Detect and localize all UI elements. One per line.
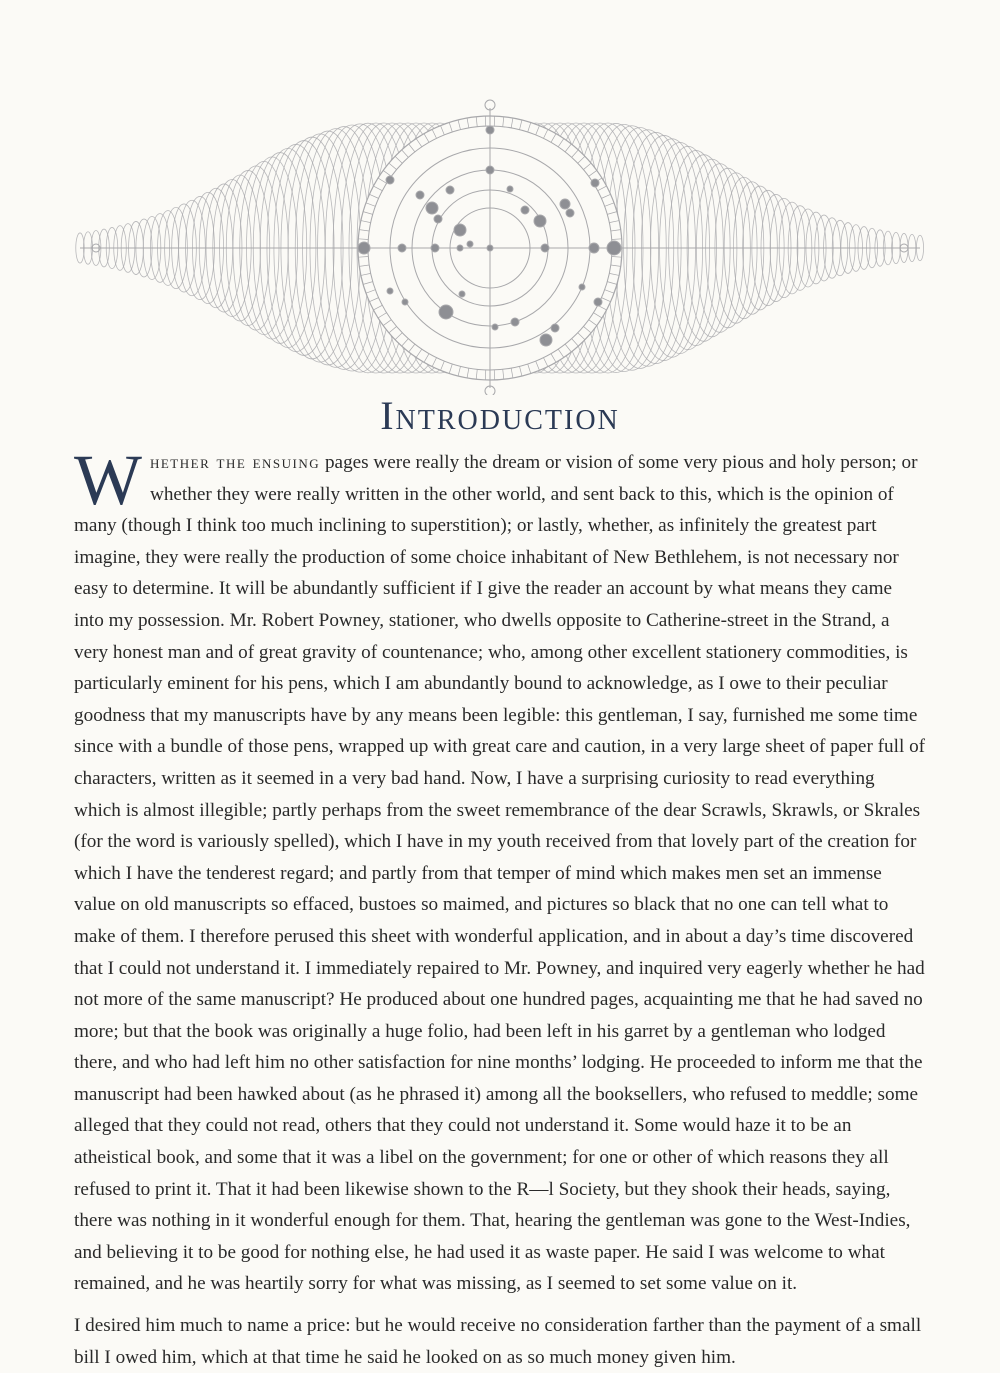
planet — [446, 186, 454, 194]
planet — [358, 242, 370, 254]
planet — [486, 166, 494, 174]
paragraph — [74, 447, 926, 1300]
planet — [398, 244, 406, 252]
header-ornament — [0, 95, 1000, 395]
planet — [457, 245, 463, 251]
planet — [459, 291, 465, 297]
planet — [386, 176, 394, 184]
planet — [387, 288, 393, 294]
planet — [607, 241, 621, 255]
planet — [594, 298, 602, 306]
drop-cap: W — [74, 451, 142, 509]
planet — [439, 305, 453, 319]
planet — [416, 191, 424, 199]
planet — [454, 224, 466, 236]
planet — [541, 244, 549, 252]
planet — [426, 202, 438, 214]
planet — [591, 179, 599, 187]
planet — [579, 284, 585, 290]
planet — [540, 334, 552, 346]
planet — [589, 243, 599, 253]
planet — [492, 324, 498, 330]
planet — [434, 215, 442, 223]
planet — [551, 324, 559, 332]
planet — [402, 299, 408, 305]
planet — [431, 244, 439, 252]
planet — [566, 209, 574, 217]
planet — [534, 215, 546, 227]
planet — [507, 186, 513, 192]
planet — [487, 245, 493, 251]
planet — [560, 199, 570, 209]
celestial-orrery-icon — [0, 95, 1000, 395]
planet — [521, 206, 529, 214]
planet — [486, 126, 494, 134]
lead-in-small-caps: hether the ensuing — [150, 452, 320, 473]
body-text — [74, 447, 926, 1373]
paragraph-text: pages were really the dream or vision of some very pious and holy person; or whether they were really written in the other world, and sent back to this, which is the opinion of many (though I think too much inclining to superstition); or lastly, whether, as infinitely the greatest part imagine, they were really the production of some choice inhabitant of New Bethlehem, is not necessary nor easy to determine. It will be abundantly sufficient if I give the reader an account by what means they came into my possession. Mr. Robert Powney, stationer, who dwells opposite to Catherine-street in the Strand, a very honest man and of great gravity of countenance; who, among other excellent stationery commodities, is particularly eminent for his pens, which I am abundantly bound to acknowledge, as I owe to their peculiar goodness that my manuscripts have by any means been legible: this gentleman, I say, furnished me some time since with a bundle of those pens, wrapped up with great care and caution, in a very large sheet of paper full of characters, written as it seemed in a very bad hand. Now, I have a surprising curiosity to read everything which is almost illegible; partly perhaps from the sweet remembrance of the dear Scrawls, Skrawls, or Skrales (for the word is variously spelled), which I have in my youth received from that lovely part of the creation for which I have the tenderest regard; and partly from that temper of mind which makes men set an immense value on old manuscripts so effaced, bustoes so maimed, and pictures so black that no one can tell what to make of them. I therefore perused this sheet with wonderful application, and in about a day’s time discovered that I could not understand it. I immediately repaired to Mr. Powney, and inquired very eagerly whether he had not more of the same manuscript? He produced about one hundred pages, acquainting me that he had saved no more; but that the book was originally a huge folio, had been left in his garret by a gentleman who lodged there, and who had left him no other satisfaction for nine months’ lodging. He proceeded to inform me that the manuscript had been hawked about (as he phrased it) among all the booksellers, who refused to meddle; some alleged that they could not read, others that they could not understand it. Some would haze it to be an atheistical book, and some that it was a libel on the government; for one or other of which reasons they all refused to print it. That it had been likewise shown to the R—l Society, but they shook their heads, saying, there was nothing in it wonderful enough for them. That, hearing the gentleman was gone to the West-Indies, and believing it to be good for nothing else, he had used it as waste paper. He said I was welcome to what remained, and he was heartily sorry for what was missing, as I seemed to set some value on it. — [74, 452, 925, 1294]
paragraph — [74, 1310, 926, 1373]
planet — [467, 241, 473, 247]
paragraph-text: I desired him much to name a price: but he would receive no consideration farther than the payment of a small bill I owed him, which at that time he said he looked on as so much money given him. — [74, 1315, 921, 1368]
planet — [511, 318, 519, 326]
page-title: Introduction — [0, 392, 1000, 439]
